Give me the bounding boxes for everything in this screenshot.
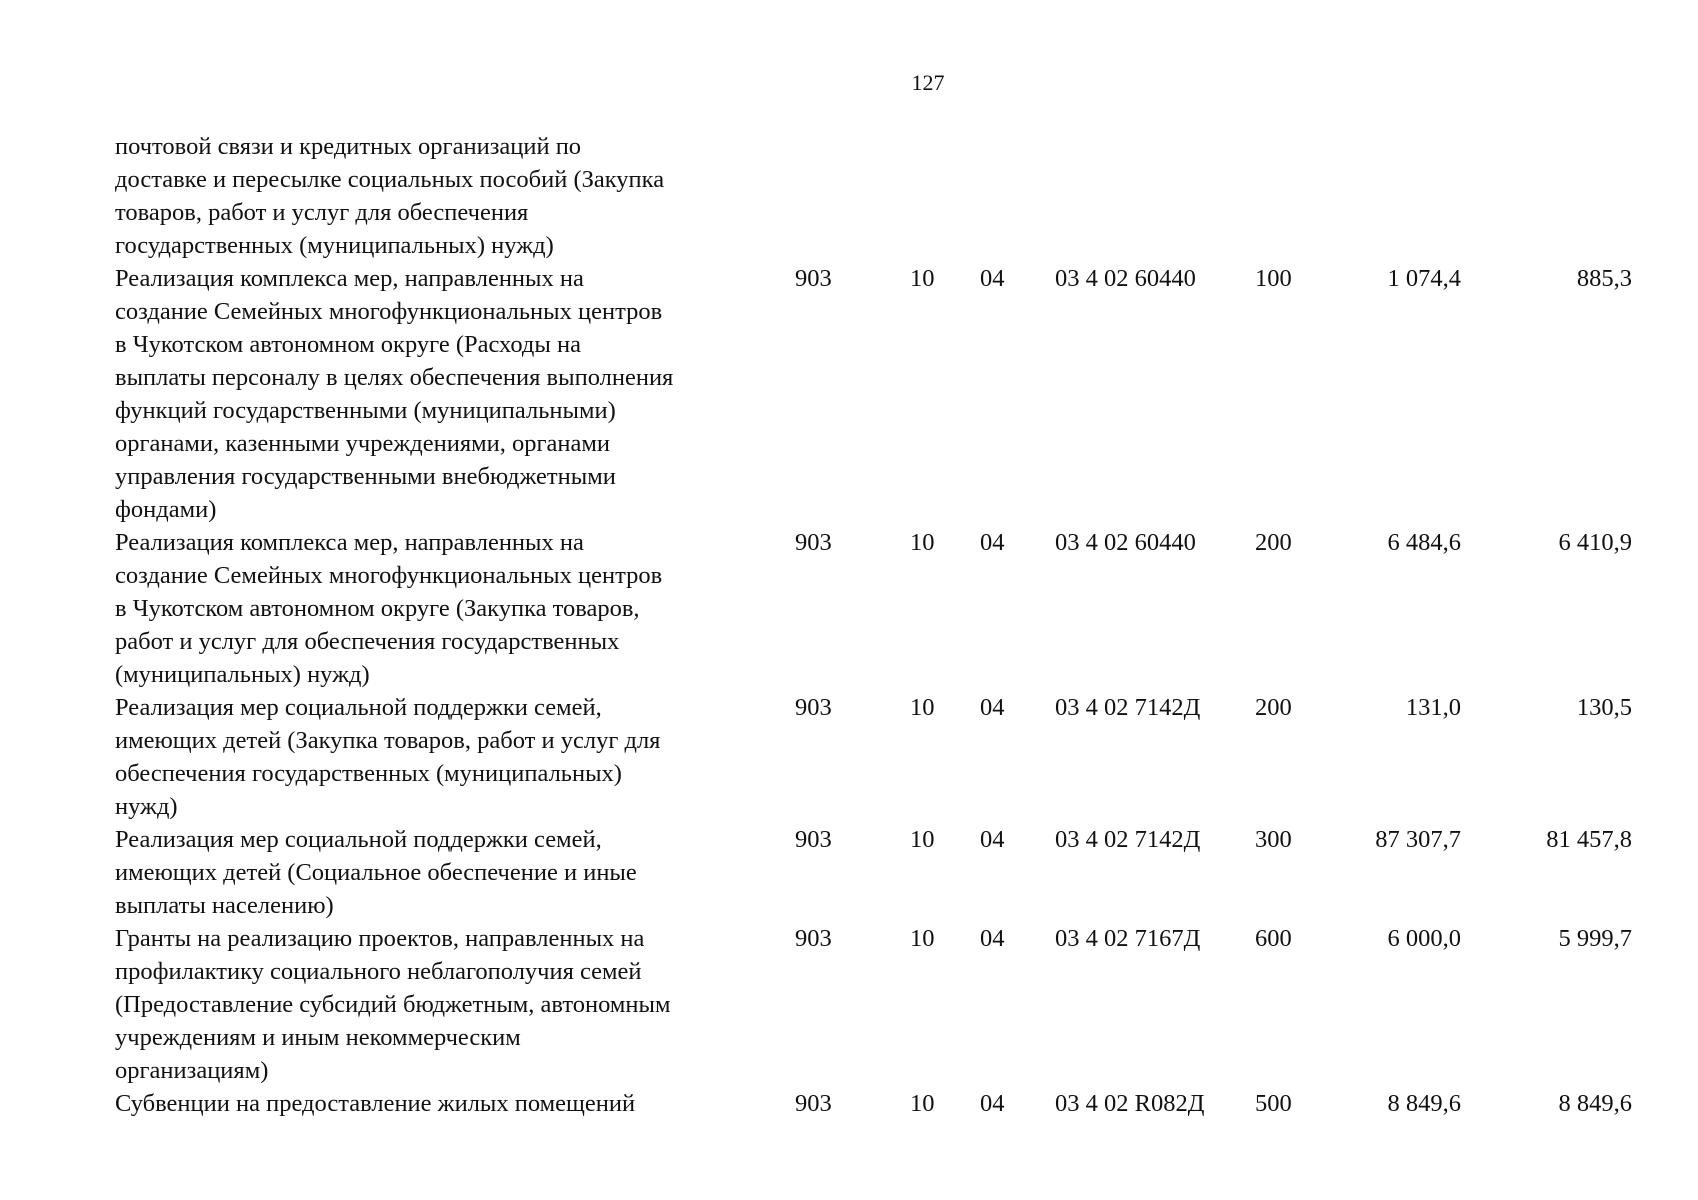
expense-type-code: 600 bbox=[1255, 925, 1292, 952]
table-row bbox=[115, 1087, 1655, 1120]
description-line: управления государственными внебюджетными bbox=[115, 463, 616, 490]
expense-type-code: 100 bbox=[1255, 265, 1292, 292]
planned-amount: 87 307,7 bbox=[1375, 826, 1461, 853]
section-code: 10 bbox=[910, 1090, 935, 1117]
description-line: имеющих детей (Социальное обеспечение и иные bbox=[115, 859, 637, 886]
actual-amount: 6 410,9 bbox=[1558, 529, 1632, 556]
description-line: функций государственными (муниципальными) bbox=[115, 397, 616, 424]
row-description bbox=[115, 1087, 795, 1120]
target-article-code: 03 4 02 R082Д bbox=[1055, 1090, 1205, 1117]
grbs-code: 903 bbox=[795, 1090, 832, 1117]
description-line: работ и услуг для обеспечения государственных bbox=[115, 628, 620, 655]
actual-amount: 885,3 bbox=[1576, 265, 1632, 292]
actual-amount: 130,5 bbox=[1576, 694, 1632, 721]
table-row bbox=[115, 922, 1655, 1087]
description-line: доставке и пересылке социальных пособий (Закупка bbox=[115, 166, 665, 193]
description-line: органами, казенными учреждениями, органами bbox=[115, 430, 611, 457]
description-line: нужд) bbox=[115, 793, 178, 820]
description-line: имеющих детей (Закупка товаров, работ и услуг для bbox=[115, 727, 661, 754]
description-line: создание Семейных многофункциональных центров bbox=[115, 562, 663, 589]
expense-type-code: 200 bbox=[1255, 529, 1292, 556]
description-line: (Предоставление субсидий бюджетным, автономным bbox=[115, 991, 671, 1018]
table-row bbox=[115, 526, 1655, 691]
section-code: 10 bbox=[910, 265, 935, 292]
actual-amount: 81 457,8 bbox=[1546, 826, 1632, 853]
expense-type-code: 300 bbox=[1255, 826, 1292, 853]
description-line: фондами) bbox=[115, 496, 217, 523]
expense-type-code: 500 bbox=[1255, 1090, 1292, 1117]
actual-amount: 5 999,7 bbox=[1558, 925, 1632, 952]
grbs-code: 903 bbox=[795, 694, 832, 721]
description-line: Гранты на реализацию проектов, направленных на bbox=[115, 925, 645, 952]
row-description bbox=[115, 922, 795, 1087]
description-line: учреждениям и иным некоммерческим bbox=[115, 1024, 521, 1051]
table-row bbox=[115, 823, 1655, 922]
row-description bbox=[115, 691, 795, 823]
description-line: почтовой связи и кредитных организаций по bbox=[115, 133, 582, 160]
description-line: Реализация мер социальной поддержки семей, bbox=[115, 694, 602, 721]
actual-amount: 8 849,6 bbox=[1558, 1090, 1632, 1117]
description-line: обеспечения государственных (муниципальных) bbox=[115, 760, 622, 787]
description-line: профилактику социального неблагополучия семей bbox=[115, 958, 642, 985]
subsection-code: 04 bbox=[980, 265, 1005, 292]
planned-amount: 6 484,6 bbox=[1387, 529, 1461, 556]
budget-table bbox=[115, 130, 1655, 1120]
target-article-code: 03 4 02 7142Д bbox=[1055, 826, 1201, 853]
description-line: (муниципальных) нужд) bbox=[115, 661, 370, 688]
subsection-code: 04 bbox=[980, 1090, 1005, 1117]
target-article-code: 03 4 02 7167Д bbox=[1055, 925, 1201, 952]
row-description bbox=[115, 130, 795, 262]
description-line: Субвенции на предоставление жилых помещений bbox=[115, 1090, 636, 1117]
grbs-code: 903 bbox=[795, 265, 832, 292]
grbs-code: 903 bbox=[795, 925, 832, 952]
target-article-code: 03 4 02 60440 bbox=[1055, 265, 1196, 292]
planned-amount: 8 849,6 bbox=[1387, 1090, 1461, 1117]
planned-amount: 1 074,4 bbox=[1387, 265, 1461, 292]
description-line: Реализация комплекса мер, направленных на bbox=[115, 529, 584, 556]
grbs-code: 903 bbox=[795, 529, 832, 556]
section-code: 10 bbox=[910, 826, 935, 853]
expense-type-code: 200 bbox=[1255, 694, 1292, 721]
description-line: организациям) bbox=[115, 1057, 269, 1084]
description-line: Реализация комплекса мер, направленных на bbox=[115, 265, 584, 292]
table-row bbox=[115, 691, 1655, 823]
subsection-code: 04 bbox=[980, 826, 1005, 853]
section-code: 10 bbox=[910, 529, 935, 556]
description-line: в Чукотском автономном округе (Расходы на bbox=[115, 331, 581, 358]
row-description bbox=[115, 823, 795, 922]
grbs-code: 903 bbox=[795, 826, 832, 853]
section-code: 10 bbox=[910, 694, 935, 721]
section-code: 10 bbox=[910, 925, 935, 952]
planned-amount: 131,0 bbox=[1405, 694, 1461, 721]
subsection-code: 04 bbox=[980, 529, 1005, 556]
subsection-code: 04 bbox=[980, 925, 1005, 952]
table-row bbox=[115, 130, 1655, 262]
target-article-code: 03 4 02 7142Д bbox=[1055, 694, 1201, 721]
target-article-code: 03 4 02 60440 bbox=[1055, 529, 1196, 556]
description-line: выплаты персоналу в целях обеспечения выполнения bbox=[115, 364, 674, 391]
row-description bbox=[115, 526, 795, 691]
subsection-code: 04 bbox=[980, 694, 1005, 721]
description-line: создание Семейных многофункциональных центров bbox=[115, 298, 663, 325]
planned-amount: 6 000,0 bbox=[1387, 925, 1461, 952]
description-line: государственных (муниципальных) нужд) bbox=[115, 232, 554, 259]
description-line: товаров, работ и услуг для обеспечения bbox=[115, 199, 529, 226]
description-line: Реализация мер социальной поддержки семей, bbox=[115, 826, 602, 853]
table-row bbox=[115, 262, 1655, 526]
description-line: в Чукотском автономном округе (Закупка товаров, bbox=[115, 595, 640, 622]
page-number: 127 bbox=[911, 70, 945, 95]
description-line: выплаты населению) bbox=[115, 892, 334, 919]
row-description bbox=[115, 262, 795, 526]
